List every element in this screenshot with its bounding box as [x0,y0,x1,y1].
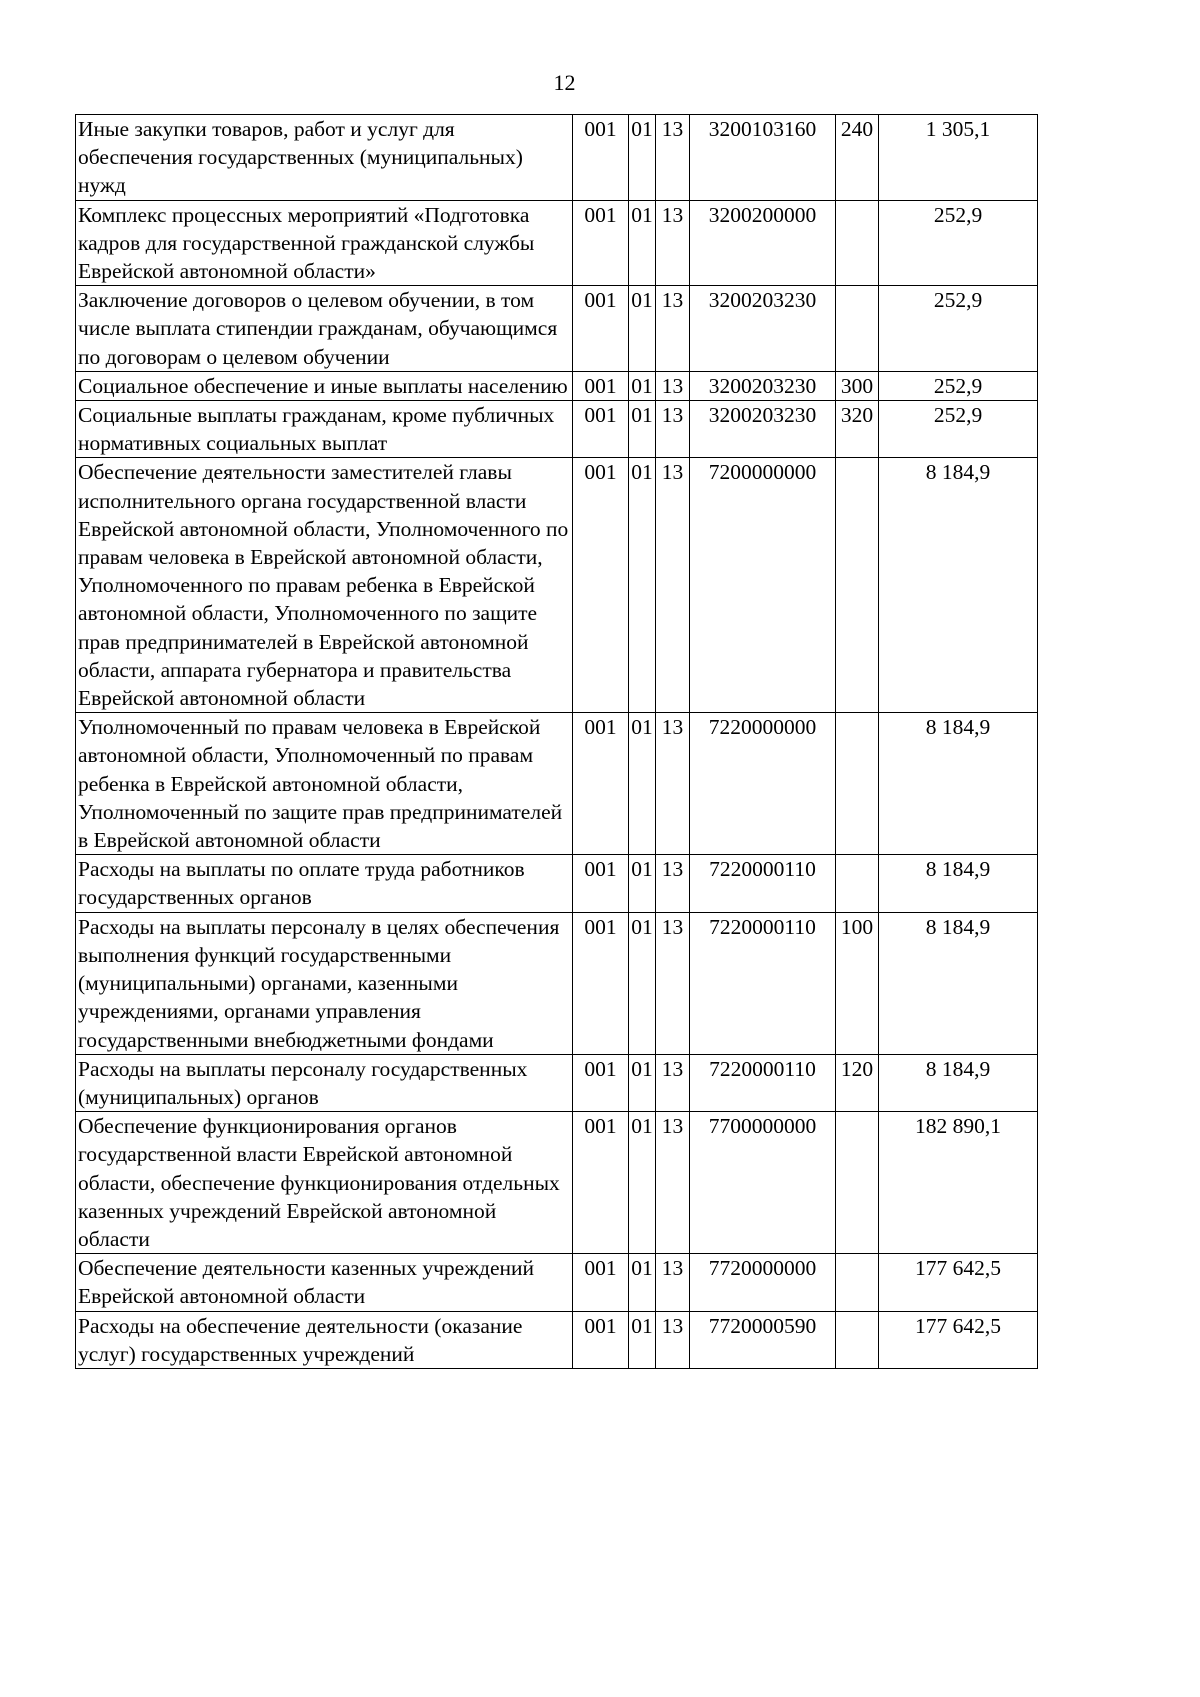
row-target-article-code: 3200200000 [690,200,836,286]
row-subsection-code: 13 [656,1112,690,1254]
row-amount: 8 184,9 [879,855,1038,912]
row-subsection-code: 13 [656,371,690,400]
row-expense-type-code [836,286,879,372]
row-target-article-code: 7220000110 [690,912,836,1054]
row-name: Социальное обеспечение и иные выплаты населению [76,371,573,400]
row-target-article-code: 7200000000 [690,458,836,713]
row-subsection-code: 13 [656,458,690,713]
row-subsection-code: 13 [656,855,690,912]
table-row [76,912,1038,1054]
row-expense-type-code [836,1112,879,1254]
row-name: Обеспечение функционирования органов государственной власти Еврейской автономной области, обеспечение функционирования отдельных казенных учреждений Еврейской автономной области [76,1112,573,1254]
row-expense-type-code [836,1311,879,1368]
row-target-article-code: 3200203230 [690,401,836,458]
row-ved-code: 001 [573,1054,629,1111]
row-expense-type-code: 320 [836,401,879,458]
table-row [76,286,1038,372]
row-amount: 8 184,9 [879,458,1038,713]
row-name: Обеспечение деятельности казенных учреждений Еврейской автономной области [76,1254,573,1311]
row-expense-type-code [836,855,879,912]
row-name: Обеспечение деятельности заместителей главы исполнительного органа государственной власти Еврейской автономной области, Уполномоченного по правам человека в Еврейской автономной области, Уполномоченного по правам ребенка в Еврейской автономной области, Уполномоченного по защите прав предпринимателей в Еврейской автономной области, аппарата губернатора и правительства Еврейской автономной области [76,458,573,713]
row-amount: 8 184,9 [879,713,1038,855]
row-target-article-code: 3200103160 [690,115,836,201]
row-name: Расходы на выплаты по оплате труда работников государственных органов [76,855,573,912]
row-ved-code: 001 [573,115,629,201]
row-ved-code: 001 [573,912,629,1054]
row-subsection-code: 13 [656,713,690,855]
table-row [76,1254,1038,1311]
row-section-code: 01 [629,1311,656,1368]
table-row [76,371,1038,400]
budget-table [75,114,1038,1369]
row-name: Комплекс процессных мероприятий «Подготовка кадров для государственной гражданской службы Еврейской автономной области» [76,200,573,286]
table-row [76,713,1038,855]
table-row [76,115,1038,201]
table-row [76,458,1038,713]
row-expense-type-code [836,458,879,713]
row-name: Иные закупки товаров, работ и услуг для обеспечения государственных (муниципальных) нужд [76,115,573,201]
row-subsection-code: 13 [656,286,690,372]
row-section-code: 01 [629,1254,656,1311]
row-target-article-code: 7220000110 [690,855,836,912]
row-ved-code: 001 [573,200,629,286]
row-expense-type-code [836,1254,879,1311]
row-name: Заключение договоров о целевом обучении, в том числе выплата стипендии гражданам, обучающимся по договорам о целевом обучении [76,286,573,372]
row-target-article-code: 7220000110 [690,1054,836,1111]
row-section-code: 01 [629,855,656,912]
row-name: Расходы на выплаты персоналу в целях обеспечения выполнения функций государственными (муниципальными) органами, казенными учреждениями, органами управления государственными внебюджетными фондами [76,912,573,1054]
row-section-code: 01 [629,401,656,458]
row-amount: 182 890,1 [879,1112,1038,1254]
row-ved-code: 001 [573,1254,629,1311]
row-amount: 252,9 [879,200,1038,286]
row-name: Расходы на обеспечение деятельности (оказание услуг) государственных учреждений [76,1311,573,1368]
row-ved-code: 001 [573,855,629,912]
row-name: Социальные выплаты гражданам, кроме публичных нормативных социальных выплат [76,401,573,458]
row-expense-type-code: 120 [836,1054,879,1111]
row-section-code: 01 [629,286,656,372]
row-ved-code: 001 [573,713,629,855]
row-name: Уполномоченный по правам человека в Еврейской автономной области, Уполномоченный по правам ребенка в Еврейской автономной области, Уполномоченный по защите прав предпринимателей в Еврейской автономной области [76,713,573,855]
row-target-article-code: 7720000000 [690,1254,836,1311]
row-ved-code: 001 [573,371,629,400]
row-expense-type-code [836,713,879,855]
row-amount: 177 642,5 [879,1311,1038,1368]
row-section-code: 01 [629,458,656,713]
row-ved-code: 001 [573,458,629,713]
page-number: 12 [553,70,576,95]
row-target-article-code: 3200203230 [690,286,836,372]
row-subsection-code: 13 [656,115,690,201]
table-row [76,1054,1038,1111]
row-section-code: 01 [629,1112,656,1254]
row-amount: 8 184,9 [879,1054,1038,1111]
row-name: Расходы на выплаты персоналу государственных (муниципальных) органов [76,1054,573,1111]
row-subsection-code: 13 [656,1054,690,1111]
row-section-code: 01 [629,200,656,286]
row-expense-type-code: 100 [836,912,879,1054]
row-section-code: 01 [629,371,656,400]
row-amount: 1 305,1 [879,115,1038,201]
row-amount: 252,9 [879,401,1038,458]
row-target-article-code: 7700000000 [690,1112,836,1254]
budget-table-body [76,115,1038,1369]
row-amount: 252,9 [879,371,1038,400]
row-section-code: 01 [629,1054,656,1111]
row-subsection-code: 13 [656,912,690,1054]
row-amount: 177 642,5 [879,1254,1038,1311]
row-target-article-code: 3200203230 [690,371,836,400]
row-ved-code: 001 [573,286,629,372]
table-row [76,200,1038,286]
row-expense-type-code: 300 [836,371,879,400]
table-row [76,855,1038,912]
row-subsection-code: 13 [656,200,690,286]
row-expense-type-code: 240 [836,115,879,201]
row-section-code: 01 [629,115,656,201]
row-section-code: 01 [629,912,656,1054]
row-subsection-code: 13 [656,401,690,458]
table-row [76,1311,1038,1368]
row-ved-code: 001 [573,401,629,458]
row-subsection-code: 13 [656,1254,690,1311]
row-amount: 252,9 [879,286,1038,372]
row-ved-code: 001 [573,1311,629,1368]
row-section-code: 01 [629,713,656,855]
table-row [76,1112,1038,1254]
row-amount: 8 184,9 [879,912,1038,1054]
table-row [76,401,1038,458]
row-expense-type-code [836,200,879,286]
row-ved-code: 001 [573,1112,629,1254]
row-target-article-code: 7220000000 [690,713,836,855]
row-subsection-code: 13 [656,1311,690,1368]
row-target-article-code: 7720000590 [690,1311,836,1368]
